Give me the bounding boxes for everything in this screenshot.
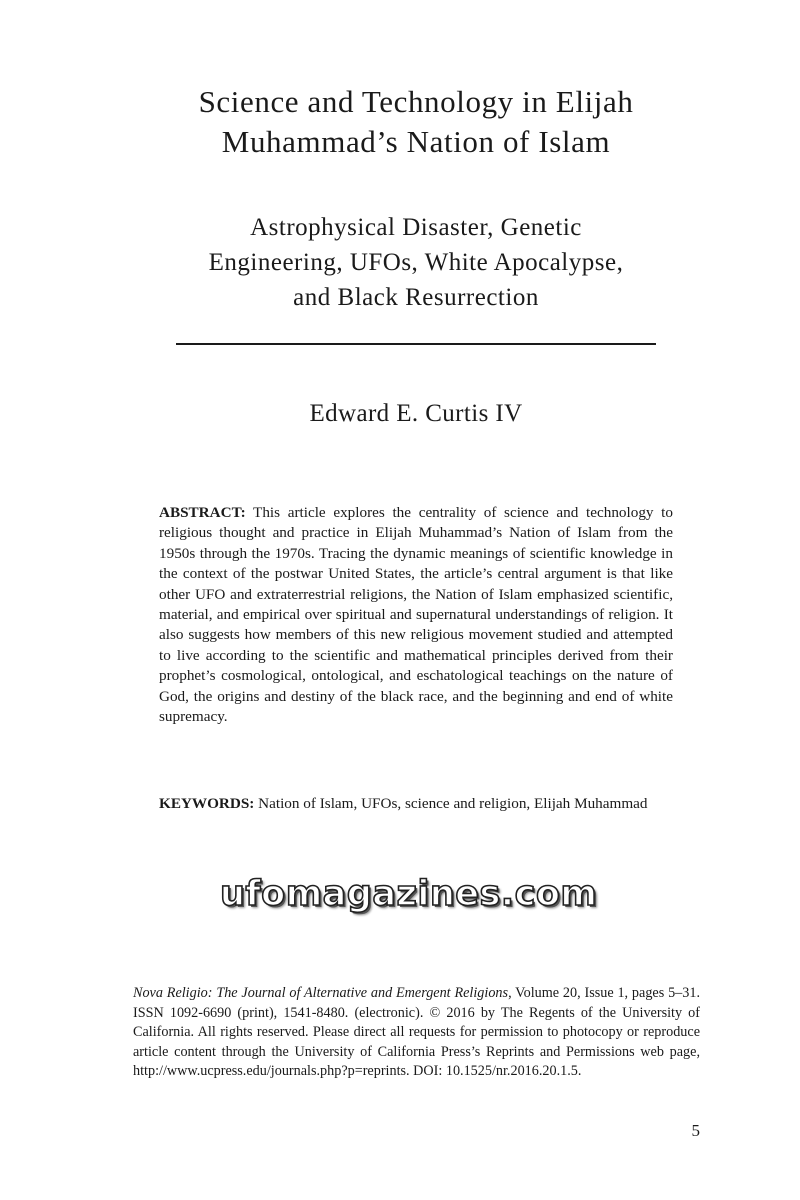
keywords-label: KEYWORDS:	[159, 795, 255, 812]
keywords-text: Nation of Islam, UFOs, science and religion, Elijah Muhammad	[258, 795, 648, 812]
footnote-text: , Volume 20, Issue 1, pages 5–31. ISSN 1092-6690 (print), 1541-8480. (electronic). © 2016 by The Regents of the University of California. All rights reserved. Please direct all requests for permission to photocopy or reproduce article content through the University of California Press’s Reprints and Permissions web page, http://www.ucpress.edu/journals.php?p=reprints. DOI: 10.1525/nr.2016.20.1.5.	[133, 985, 700, 1080]
journal-name: Nova Religio: The Journal of Alternative and Emergent Religions	[133, 985, 509, 1001]
abstract-text: This article explores the centrality of science and technology to religious thought and practice in Elijah Muhammad’s Nation of Islam from the 1950s through the 1970s. Tracing the dynamic meanings of scientific knowledge in the context of the postwar United States, the article’s central argument is that like other UFO and extraterrestrial religions, the Nation of Islam emphasized scientific, material, and empirical over spiritual and supernatural understandings of religion. It also suggests how members of this new religious movement studied and attempted to live according to the scientific and mathematical principles derived from their prophet’s cosmological, ontological, and eschatological teachings on the nature of God, the origins and destiny of the black race, and the beginning and end of white supremacy.	[159, 504, 673, 726]
article-title-line-2: Muhammad’s Nation of Islam	[221, 124, 611, 159]
abstract-paragraph	[159, 503, 673, 727]
author-name: Edward E. Curtis IV	[309, 400, 523, 427]
article-subtitle-line-1: Astrophysical Disaster, Genetic	[250, 214, 582, 241]
watermark-logo: ufomagazines.com	[220, 874, 598, 914]
article-title-line-1: Science and Technology in Elijah	[198, 84, 634, 119]
article-subtitle-line-3: and Black Resurrection	[293, 284, 539, 311]
page-number: 5	[691, 1121, 700, 1140]
article-subtitle-line-2: Engineering, UFOs, White Apocalypse,	[208, 249, 624, 276]
article-subtitle	[100, 210, 732, 315]
title-divider	[176, 343, 656, 345]
keywords-paragraph	[159, 794, 673, 814]
abstract-label: ABSTRACT:	[159, 504, 246, 521]
publication-footnote	[133, 984, 700, 1082]
article-title	[100, 82, 732, 162]
